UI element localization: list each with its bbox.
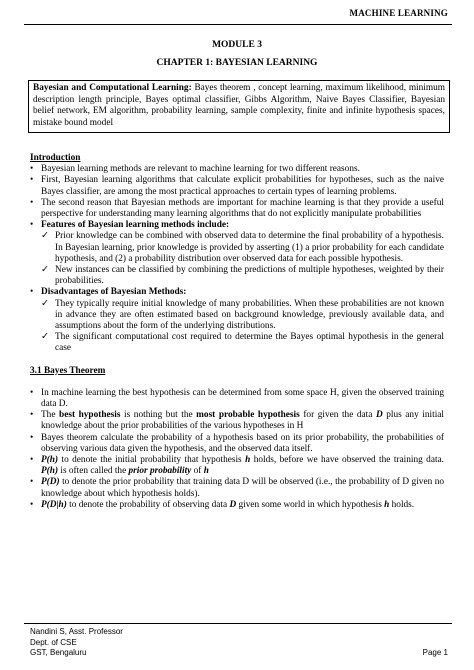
bullet-icon: • (30, 164, 34, 175)
header-rule (24, 24, 452, 25)
bullet-icon: • (30, 197, 34, 208)
list-item (30, 287, 444, 298)
bullet-icon: • (30, 499, 34, 510)
check-icon: ✓ (41, 298, 49, 309)
bayes-list (30, 388, 444, 511)
disadv-title: Disadvantages of Bayesian Methods: (41, 287, 187, 298)
list-item (30, 220, 444, 231)
list-item: ✓ The significant computational cost required to determine the Bayes optimal hypothesis in the general case (41, 332, 444, 354)
bullet-icon: • (30, 477, 34, 488)
bullet-icon: • (30, 410, 34, 421)
bullet-icon: • (30, 175, 34, 186)
chapter-title: CHAPTER 1: BAYESIAN LEARNING (156, 58, 318, 68)
features-list (30, 231, 444, 287)
page-number: Page 1 (422, 648, 448, 657)
bullet-icon: • (30, 220, 34, 231)
list-item: • The best hypothesis is nothing but the most probable hypothesis for given the data D plus any initial knowledge about the prior probabilities of the various hypotheses in H (30, 410, 444, 432)
features-title: Features of Bayesian learning methods include: (41, 220, 230, 231)
page-content (30, 153, 444, 511)
running-header: MACHINE LEARNING (349, 8, 448, 18)
footer-author: Nandini S, Asst. Professor Dept. of CSE GST, Bengaluru (30, 627, 123, 657)
list-item: • The second reason that Bayesian methods are important for machine learning is that they provide a useful perspective for understanding many learning algorithms that do not explicitly manipulate probabilities (30, 197, 444, 220)
topics-label: Bayesian and Computational Learning: (33, 83, 192, 93)
topics-box (28, 80, 450, 133)
disadv-list-head (30, 287, 444, 298)
list-item: • First, Bayesian learning algorithms that calculate explicit probabilities for hypotheses, such as the naive Bayes classifier, are among the most practical approaches to certain types of learning problems. (30, 175, 444, 197)
list-item: • In machine learning the best hypothesis can be determined from some space H, given the observed training data D. (30, 387, 444, 410)
list-item: • Bayes theorem calculate the probability of a hypothesis based on its prior probability, the probabilities of observing various data given the hypothesis, and the observed data itself. (30, 432, 444, 454)
check-icon: ✓ (41, 265, 49, 276)
disadv-list (30, 299, 444, 355)
topics-text: Bayes theorem , concept learning, maximum likelihood, minimum description length principle, Bayes optimal classifier, Gibbs Algorithm, Naive Bayes Classifier, Bayesian belief network, EM algorithm, probability learning, sample complexity, finite and infinite hypothesis spaces, mistake bound model (33, 83, 445, 128)
list-item: ✓ Prior knowledge can be combined with observed data to determine the final probability of a hypothesis. In Bayesian learning, prior knowledge is provided by asserting (1) a prior probability for each candidate hypothesis, and (2) a probability distribution over observed data for each possible hypothesis. (41, 231, 444, 264)
intro-list (30, 164, 444, 231)
list-item: • P(h) to denote the initial probability that hypothesis h holds, before we have observed the training data. P(h) is often called the prior probability of h (30, 455, 444, 477)
bullet-icon: • (30, 287, 34, 298)
list-item: • P(D|h) to denote the probability of observing data D given some world in which hypothesis h holds. (30, 499, 415, 510)
bullet-icon: • (30, 455, 34, 466)
footer-rule (24, 623, 452, 624)
list-item: ✓ New instances can be classified by combining the predictions of multiple hypotheses, weighted by their probabilities. (41, 265, 444, 287)
check-icon: ✓ (41, 231, 49, 242)
list-item: • P(D) to denote the prior probability that training data D will be observed (i.e., the probability of D given no knowledge about which hypothesis holds). (30, 477, 444, 499)
list-item: ✓ They typically require initial knowledge of many probabilities. When these probabilities are not known in advance they are often estimated based on background knowledge, previously available data, and assumptions about the form of the underlying distributions. (41, 298, 444, 332)
list-item: • Bayesian learning methods are relevant to machine learning for two different reasons. (30, 164, 360, 175)
bayes-heading: 3.1 Bayes Theorem (30, 365, 106, 376)
module-title: MODULE 3 (212, 40, 262, 50)
intro-heading: Introduction (30, 153, 81, 163)
bullet-icon: • (30, 387, 34, 398)
check-icon: ✓ (41, 332, 49, 343)
bullet-icon: • (30, 432, 34, 443)
